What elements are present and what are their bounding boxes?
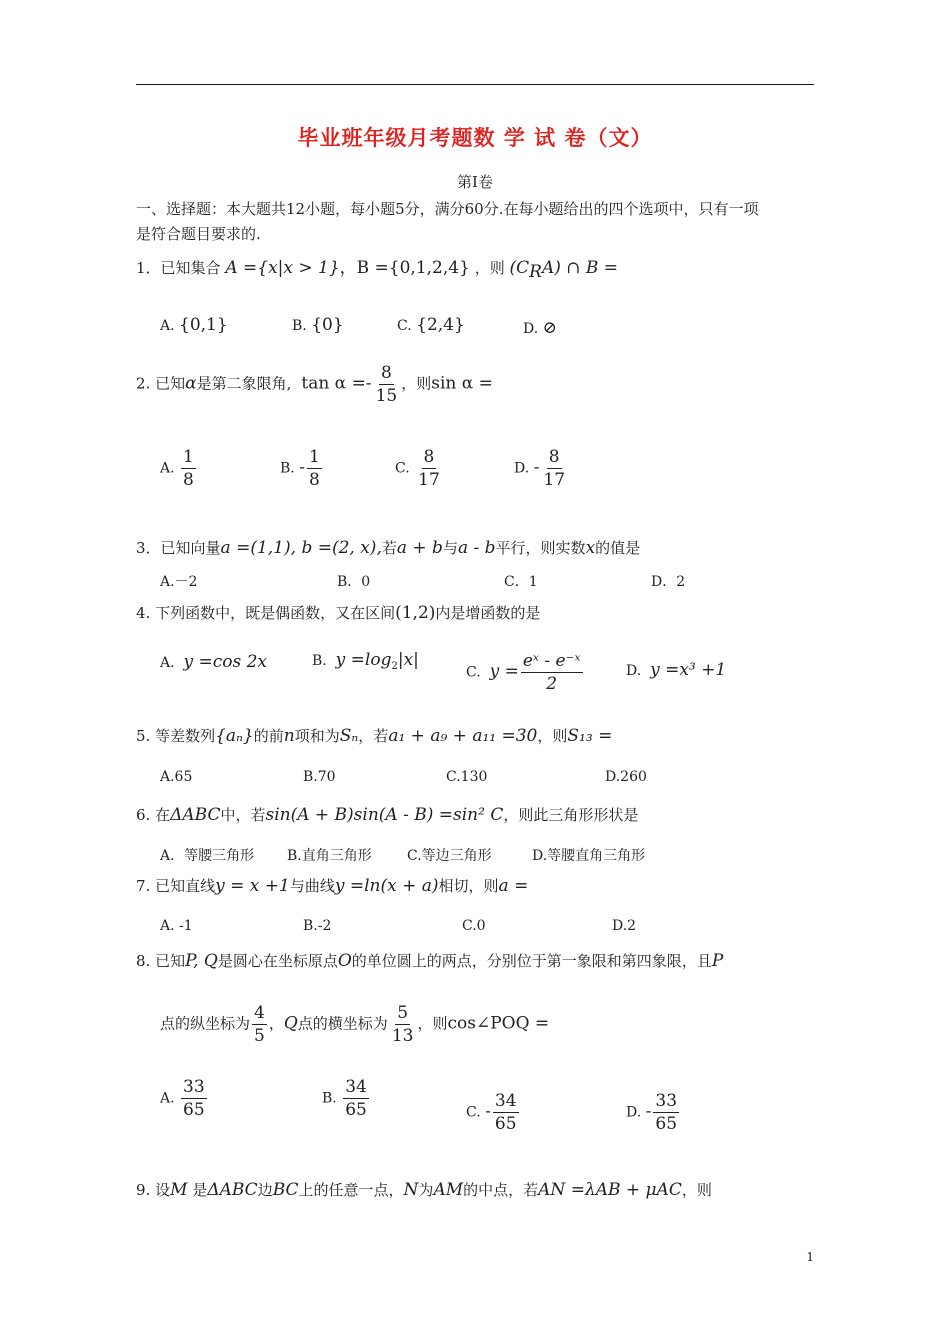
q2-alpha: α	[185, 373, 197, 394]
q6-option-a: A．等腰三角形	[160, 848, 255, 864]
q1-option-b: B. {0}	[292, 315, 344, 335]
q4-option-d: D. y =x³ +1	[626, 660, 727, 680]
question-9: 9. 设M 是ΔABC边BC上的任意一点，N为AM的中点，若AN =λAB + μAC，则	[136, 1180, 712, 1200]
question-1: 1．已知集合 A ={x|x > 1}，B ={0,1,2,4} ，则 $(C_RA)$ ∩ B =	[136, 258, 619, 282]
q8-option-c: C. - $\frac{34}{65}$	[466, 1091, 517, 1134]
q6-option-d: D.等腰直角三角形	[532, 848, 646, 864]
question-8-line-2: 点的纵坐标为 $\frac{4}{5}$ ，Q点的横坐标为 $\frac{5}{13}$ ，则cos∠POQ =	[160, 1003, 550, 1046]
q8-option-d: D. - $\frac{33}{65}$	[626, 1091, 678, 1134]
q3-vectors: a =(1,1), b =(2, x),	[220, 538, 382, 558]
q1-complement: (C	[509, 258, 530, 278]
q2-tan: tan α =-	[301, 373, 372, 394]
q1-option-a: A. {0,1}	[160, 315, 228, 335]
q2-then: ，则	[401, 374, 432, 393]
page-number: 1	[806, 1250, 814, 1264]
instructions-line-1: 一、选择题：本大题共12小题，每小题5分，满分60分.在每小题给出的四个选项中，只有一项	[136, 200, 759, 218]
page-title: 毕业班年级月考题数 学 试 卷（文）	[297, 126, 653, 150]
q7-option-d: D.2	[612, 918, 637, 934]
question-3: 3．已知向量a =(1,1), b =(2, x),若a + b与a - b平行，则实数x的值是	[136, 538, 641, 558]
q7-option-c: C.0	[462, 918, 486, 934]
q5-option-c: C.130	[446, 769, 488, 785]
q1-option-d: D. ⊘	[523, 318, 557, 338]
q2-text: 是第二象限角,	[196, 374, 292, 393]
q8-option-a: A. $\frac{33}{65}$	[160, 1077, 205, 1120]
instructions-line-2: 是符合题目要求的.	[136, 225, 261, 243]
q3-option-d: D．2	[651, 574, 686, 590]
q2-option-d: D. - $\frac{8}{17}$	[514, 447, 566, 490]
q2-option-a: A. $\frac{1}{8}$	[160, 447, 194, 490]
q8-option-b: B. $\frac{34}{65}$	[322, 1077, 367, 1120]
question-6: 6. 在ΔABC中，若sin(A + B)sin(A - B) =sin² C，则此三角形形状是	[136, 805, 639, 825]
section-label: 第Ⅰ卷	[457, 173, 493, 191]
q1-option-c: C. {2,4}	[397, 315, 465, 335]
q1-number: 1．已知集合	[136, 259, 221, 277]
question-7: 7. 已知直线y = x +1与曲线y =ln(x + a)相切，则a =	[136, 876, 529, 896]
q2-sin: sin α =	[431, 373, 493, 394]
q2-option-b: B. - $\frac{1}{8}$	[280, 447, 320, 490]
q4-option-a: A. y =cos 2x	[160, 652, 268, 672]
header-rule	[136, 84, 814, 85]
q2-option-c: C. $\frac{8}{17}$	[395, 447, 440, 490]
q1-set-a: A ={x|x > 1}	[225, 258, 340, 278]
q4-option-b: B. $y =\log_2|x|$	[312, 650, 419, 672]
q7-option-b: B.-2	[303, 918, 332, 934]
q1-set-b: ，B ={0,1,2,4}	[339, 258, 470, 278]
q7-option-a: A. -1	[160, 918, 193, 934]
q2-fraction: $\frac{8}{15}$	[375, 363, 398, 406]
q3-option-c: C．1	[504, 574, 538, 590]
q4-option-c: C. y = $\frac{\text{eˣ - e⁻ˣ}}{2}$	[466, 651, 581, 694]
question-4: 4. 下列函数中，既是偶函数，又在区间(1,2)内是增函数的是	[136, 603, 541, 623]
q4-interval: (1,2)	[395, 603, 436, 623]
q9-vector-equation: AN =λAB + μAC	[538, 1180, 682, 1200]
q5-option-d: D.260	[605, 769, 647, 785]
q6-option-c: C.等边三角形	[407, 848, 492, 864]
question-5: 5. 等差数列{aₙ}的前n项和为Sₙ，若a₁ + a₉ + a₁₁ =30，则S₁₃ =	[136, 726, 613, 746]
q1-expr: A) ∩ B =	[541, 258, 619, 278]
question-2	[136, 362, 493, 407]
q5-option-a: A.65	[160, 769, 193, 785]
q5-option-b: B.70	[303, 769, 336, 785]
q6-option-b: B.直角三角形	[287, 848, 372, 864]
q3-option-a: A.－2	[160, 574, 198, 590]
q1-then: ，则	[474, 259, 505, 277]
question-8-line-1: 8. 已知P, Q是圆心在坐标原点O的单位圆上的两点，分别位于第一象限和第四象限，且P	[136, 951, 724, 971]
q2-number: 2. 已知	[136, 374, 186, 393]
q3-option-b: B．0	[337, 574, 371, 590]
